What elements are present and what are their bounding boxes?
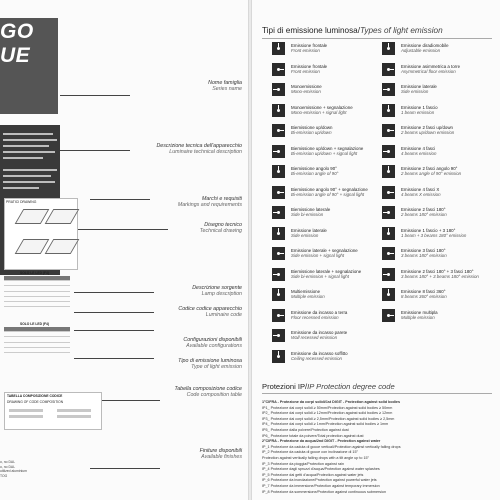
emission-item — [272, 247, 382, 261]
bi-angle-signal-icon — [272, 186, 285, 199]
emission-item — [382, 42, 492, 56]
emission-item — [272, 227, 382, 241]
emission-en: 3 beams 180° emission — [401, 253, 447, 259]
side-emission-icon — [272, 227, 285, 240]
technical-drawing — [4, 198, 78, 270]
emission-en: 1 beam + 3 beams 180° emission — [401, 232, 467, 238]
label-it: Nome famiglia — [208, 80, 242, 86]
emission-en: Ceiling recessed emission — [291, 355, 343, 361]
label-it: Tipo di emissione luminosa — [178, 358, 242, 364]
emission-en: 2 beams 180° emission — [401, 212, 447, 218]
two-beam-updown-icon — [382, 124, 395, 137]
note-line: o, no DAL — [0, 460, 16, 464]
lamp-drawing — [15, 239, 50, 254]
ip-section-heading: 2°CIFRA - Protezione da acqua/2nd DIGIT - Protection against water — [262, 439, 381, 444]
emission-item — [272, 124, 382, 138]
emission-item — [272, 63, 382, 77]
emission-en: Side emission + signal light — [291, 253, 345, 259]
label-en: Code composition table — [186, 392, 242, 399]
emission-text — [401, 269, 479, 280]
emission-it: Emissione diradiomobile — [401, 43, 449, 48]
ip-code-line: IP2_ Protezione dai corpi solidi ≥ 12mm/Protection against solid bodies ≥ 12mm — [262, 411, 393, 416]
emission-item — [272, 268, 382, 282]
emission-en: 1 beam emission — [401, 109, 435, 115]
asym-floor-icon — [382, 63, 395, 76]
emission-item — [382, 145, 492, 159]
emission-item — [382, 124, 492, 138]
code-composition-table — [4, 392, 102, 430]
emission-en: 4 beams X emission — [401, 191, 441, 197]
label-it: Tabella composizione codice — [174, 386, 242, 392]
multiple-emission-icon — [382, 309, 395, 322]
emission-text — [291, 125, 333, 136]
label-en: Available finishes — [201, 454, 242, 461]
one-three-beam-icon — [382, 227, 395, 240]
label-code-composition — [102, 386, 242, 399]
label-series-name — [102, 80, 242, 93]
emission-item — [382, 227, 492, 241]
label-it: Descrizione tecnica dell'apparecchio — [156, 143, 242, 149]
four-beam-icon — [382, 145, 395, 158]
emission-text — [401, 43, 449, 54]
lamp-drawing — [45, 239, 80, 254]
label-it: Marchi e requisiti — [201, 196, 242, 202]
ip-code-line: IP_8 Protezione da sommersione/Protection against continuous submersion — [262, 489, 387, 494]
emission-text — [401, 105, 438, 116]
ip-code-line: IP3_ Protezione dai corpi solidi ≥ 2,5mm/Protection against solid bodies ≥ 2,5mm — [262, 416, 395, 421]
emission-text — [291, 43, 327, 54]
code-table — [4, 327, 70, 353]
ip-code-line: Protection against vertically falling drops with a tilt angle up to 15° — [262, 456, 370, 460]
table-title: SOLO LE LED (F4) — [20, 322, 49, 326]
emission-en: Side emission — [401, 89, 429, 95]
emission-it: Emissione 1 fascio — [401, 104, 438, 110]
label-it: Codice codice apparecchio — [178, 306, 242, 312]
emission-it: Emissione frontale — [291, 43, 328, 48]
emission-text — [291, 248, 358, 259]
emission-en: 3 beams 180° + 3 beams 180° emission — [401, 273, 479, 279]
emission-it: Emissione multipla — [401, 309, 438, 315]
ip-code-line: IP_7 Protezione da immersione/Protection against temporary immersion — [262, 484, 380, 488]
emission-text — [291, 269, 361, 280]
series-banner — [0, 18, 58, 114]
emission-en: 4 beams emission — [401, 150, 437, 156]
emission-item — [382, 104, 492, 118]
emission-it: Emissione laterale — [291, 227, 327, 233]
emission-text — [401, 84, 437, 95]
emission-it: Emissione 2 fasci up/down — [401, 125, 453, 130]
emission-text — [401, 228, 466, 239]
emission-types-title — [262, 26, 443, 35]
emission-text — [291, 310, 347, 321]
notes — [0, 460, 27, 478]
emission-text — [291, 289, 325, 300]
emission-it: Monoemissione — [291, 84, 322, 89]
emission-it: Emissione 2 fasci angolo 90° — [401, 166, 458, 171]
title-en: Types of light emission — [360, 26, 443, 35]
emission-text — [291, 64, 327, 75]
emission-item — [382, 288, 492, 302]
emission-text — [291, 330, 347, 341]
table-title: SOLO LE LED (F4) — [20, 271, 49, 275]
label-finishes — [102, 448, 242, 461]
emission-text — [291, 146, 363, 157]
emission-it: Emissione 3 fasci 180° — [401, 248, 446, 253]
emission-item — [382, 206, 492, 220]
mono-signal-icon — [272, 104, 285, 117]
label-markings — [102, 196, 242, 209]
emission-text — [401, 187, 441, 198]
code-box-subtitle: DRAWING OF CODE COMPOSITION — [7, 400, 64, 404]
emission-it: Biemissione angolo 90° — [291, 166, 337, 171]
label-en: Type of light emission — [191, 364, 242, 371]
emission-text — [291, 228, 327, 239]
emission-en: 2 beams up/down emission — [401, 130, 455, 136]
emission-text — [401, 207, 447, 218]
emission-it: Emissione laterale + segnalazione — [291, 248, 358, 253]
emission-en: Multiple emission — [291, 294, 325, 300]
bi-emission-icon — [272, 124, 285, 137]
ip-section-heading: 1°CIFRA - Protezione da corpi solidi/1st DIGIT - Protection against solid bodies — [262, 400, 400, 404]
ip-code-line: IP6_ Protezione totale da polvere/Total protection against dust — [262, 433, 364, 438]
ip-title-en: IP Protection degree code — [307, 382, 395, 391]
ip-code-line: IP5_ Protezione dalla polvere/Protection against dust — [262, 428, 349, 432]
note-line: o, no DAL — [0, 464, 16, 469]
emission-item — [382, 309, 492, 323]
emission-text — [291, 187, 368, 198]
emission-it: Emissione da incasso parete — [291, 330, 348, 335]
emission-it: Emissione 4 fasci X — [401, 186, 440, 192]
emission-text — [401, 64, 460, 75]
label-configurations — [102, 337, 242, 350]
label-en: Series name — [212, 86, 242, 93]
emission-en: Side bi-emission — [291, 212, 324, 218]
two-beam-angle-icon — [382, 165, 395, 178]
one-beam-icon — [382, 104, 395, 117]
bi-angle-icon — [272, 165, 285, 178]
emission-text — [291, 207, 330, 218]
series-title — [0, 20, 34, 68]
emission-it: Monoemissione + segnalazione — [291, 104, 353, 110]
lamp-table — [4, 276, 70, 307]
code-box-title: TABELLA COMPOSIZIONE CODICE — [7, 394, 63, 398]
series-title-line-1: GO — [0, 20, 34, 43]
lamp-drawing — [15, 209, 50, 224]
emission-en: Side emission — [291, 232, 319, 238]
multi-emission-icon — [272, 288, 285, 301]
emission-item — [272, 165, 382, 179]
emission-en: Side bi-emission + signal light — [291, 273, 349, 279]
label-it: Finiture disponibili — [199, 448, 242, 454]
right-catalog-page — [252, 0, 500, 500]
ip-code-line: IP_6 Protezione da inondazione/Protection against powerful water jets — [262, 478, 377, 483]
emission-en: Asymmetrical floor emission — [401, 68, 456, 74]
label-en: Available configurations — [186, 343, 242, 350]
emission-en: Mono-emission — [291, 89, 321, 95]
label-it: Disegno tecnico — [204, 222, 242, 228]
emission-item — [382, 63, 492, 77]
three-beam-icon — [382, 247, 395, 260]
ceiling-recessed-icon — [272, 350, 285, 363]
label-technical-drawing — [102, 222, 242, 235]
emission-en: 8 beams 360° emission — [401, 294, 447, 300]
note-line: utilized aluminium — [0, 469, 27, 474]
emission-en: Bi-emission angle of 90° + signal light — [291, 191, 365, 197]
front-emission-icon — [272, 63, 285, 76]
emission-text — [401, 289, 447, 300]
emission-item — [272, 145, 382, 159]
emission-item — [382, 83, 492, 97]
four-beam-x-icon — [382, 186, 395, 199]
ip-code-line: IP_5 Protezione dai getti d'acqua/Protection against water jets — [262, 472, 364, 477]
emission-text — [291, 166, 338, 177]
emission-item — [382, 186, 492, 200]
emission-it: Emissione 4 fasci — [401, 145, 436, 151]
emission-en: Adjustable emission — [401, 48, 441, 54]
three-three-beam-icon — [382, 268, 395, 281]
emission-it: Emissione asimmetrica a torre — [401, 63, 461, 69]
emission-item — [272, 206, 382, 220]
side-bi-emission-icon — [272, 206, 285, 219]
label-luminaire-code — [102, 306, 242, 319]
label-luminaire-description — [102, 143, 242, 156]
ip-title-it: Protezioni IP/ — [262, 382, 308, 391]
emission-item — [272, 350, 382, 364]
wall-recessed-icon — [272, 329, 285, 342]
label-en: Technical drawing — [199, 228, 242, 235]
emission-item — [272, 42, 382, 56]
emission-it: Emissione da incasso a terra — [291, 309, 348, 315]
emission-item — [272, 186, 382, 200]
emission-it: Emissione 2 fasci 180° — [401, 207, 446, 212]
emission-it: Emissione laterale — [401, 84, 437, 89]
emission-item — [272, 329, 382, 343]
ip-code-line: IP_1 Protezione da caduta di gocce verticali/Protection against vertically falling drops — [262, 444, 401, 449]
emission-it: Biemissione up/down + segnalazione — [291, 145, 364, 151]
ip-code-line: IP_3 Protezione da pioggia/Protection against rain — [262, 461, 344, 466]
emission-text — [401, 310, 438, 321]
emission-it: Emissione 8 fasci 360° — [401, 289, 446, 294]
emission-item — [382, 247, 492, 261]
mono-emission-icon — [272, 83, 285, 96]
emission-item — [272, 288, 382, 302]
label-lamp-description — [102, 285, 242, 298]
bi-signal-icon — [272, 145, 285, 158]
emission-item — [382, 268, 492, 282]
label-emission-type — [102, 358, 242, 371]
ip-protection-title — [262, 382, 395, 391]
ip-code-line: IP_4 Protezione dagli spruzzi d'acqua/Protection against water splashes — [262, 467, 380, 472]
ip-code-line: IP_2 Protezione da caduta di gocce con inclinazione di 15° — [262, 450, 358, 455]
lamp-drawing — [45, 209, 80, 224]
emission-it: Multiemissione — [291, 289, 321, 294]
label-en: Markings and requirements — [177, 202, 242, 209]
left-catalog-page — [0, 0, 248, 500]
emission-text — [291, 351, 348, 362]
emission-it: Emissione 1 fascio + 3 180° — [401, 227, 456, 233]
front-emission-icon — [272, 42, 285, 55]
emission-it: Biemissione angolo 90° + segnalazione — [291, 186, 368, 192]
side-bi-signal-icon — [272, 268, 285, 281]
emission-en: Bi-emission up/down — [291, 130, 332, 136]
emission-it: Biemissione laterale — [291, 207, 331, 212]
emission-en: Multiple emission — [401, 314, 435, 320]
emission-en: Bi-emission up/down + signal light — [291, 150, 358, 156]
emission-text — [401, 166, 461, 177]
ip-code-line: IP1_ Protezione dai corpi solidi ≥ 50mm/Protection against solid bodies ≥ 50mm — [262, 405, 393, 410]
emission-text — [401, 125, 454, 136]
label-en: Lamp description — [201, 291, 242, 298]
eight-beam-icon — [382, 288, 395, 301]
emission-en: Mono-emission + signal light — [291, 109, 347, 115]
emission-text — [401, 146, 436, 157]
emission-it: Biemissione up/down — [291, 125, 333, 130]
emission-en: Front emission — [291, 68, 320, 74]
drawing-header: PRATICI DRAWING — [6, 200, 37, 204]
floor-recessed-icon — [272, 309, 285, 322]
adjustable-emission-icon — [382, 42, 395, 55]
side-signal-icon — [272, 247, 285, 260]
side-emission-icon — [382, 83, 395, 96]
ip-code-line: IP4_ Protezione dai corpi solidi ≥ 1mm/Protection against solid bodies ≥ 1mm — [262, 422, 389, 427]
label-en: Luminaire code — [205, 312, 242, 319]
title-it: Tipi di emissione luminosa/ — [262, 26, 360, 35]
emission-en: 2 beams angle of 90° emission — [401, 171, 462, 177]
emission-text — [291, 84, 322, 95]
emission-en: Floor recessed emission — [291, 314, 339, 320]
emission-it: Emissione da incasso soffitto — [291, 350, 348, 356]
note-line: TOG — [0, 473, 8, 478]
emission-en: Wall recessed emission — [291, 335, 338, 341]
emission-text — [401, 248, 447, 259]
label-it: Descrizione sorgente — [192, 285, 242, 291]
two-beam-180-icon — [382, 206, 395, 219]
emission-item — [272, 104, 382, 118]
emission-it: Emissione 2 fasci 180° + 3 fasci 180° — [401, 268, 474, 274]
emission-en: Bi-emission angle of 90° — [291, 171, 339, 177]
emission-en: Front emission — [291, 48, 320, 54]
emission-item — [272, 83, 382, 97]
emission-item — [272, 309, 382, 323]
series-title-line-2: UE — [0, 44, 31, 67]
emission-item — [382, 165, 492, 179]
emission-it: Emissione frontale — [291, 63, 328, 69]
label-en: Luminaire technical description — [169, 149, 242, 156]
emission-it: Biemissione laterale + segnalazione — [291, 268, 362, 274]
emission-text — [291, 105, 353, 116]
label-it: Configurazioni disponibili — [183, 337, 242, 343]
